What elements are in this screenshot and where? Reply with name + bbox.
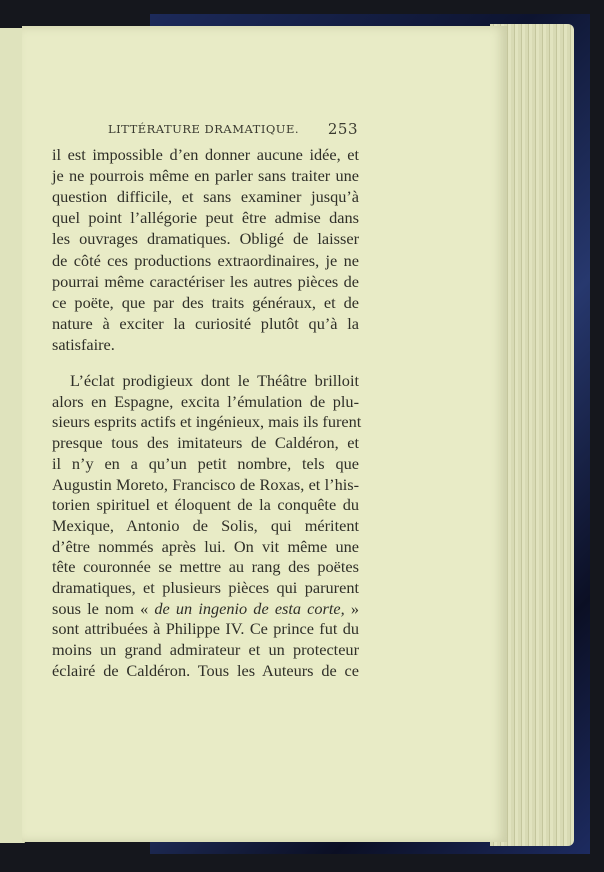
running-title: LITTÉRATURE DRAMATIQUE. — [108, 122, 300, 136]
text-line: L’éclat prodigieux dont le Théâtre brilloit — [70, 371, 359, 390]
text-line: nature à exciter la curiosité plutôt qu’à la — [52, 313, 359, 333]
quote-close: » — [350, 598, 360, 618]
text-line: les ouvrages dramatiques. Obligé de laisser — [52, 229, 359, 249]
text-line: tête couronnée se mettre au rang des poëtes — [52, 557, 359, 577]
text-line: alors en Espagne, excita l’émulation de plu- — [52, 391, 359, 411]
text-line: d’être nommés après lui. On vit même une — [52, 536, 359, 556]
text-line: torien spirituel et éloquent de la conquête du — [52, 495, 359, 515]
text-line-start: sous le nom « — [52, 598, 149, 618]
text-line: quel point l’allégorie peut être admise dans — [52, 208, 359, 228]
text-line: moins un grand admirateur et un protecteur — [52, 640, 359, 660]
running-header — [108, 122, 358, 136]
text-line: de côté ces productions extraordinaires, je ne — [52, 250, 359, 270]
text-line: je ne pourrois même en parler sans traiter une — [52, 166, 359, 186]
text-line: il n’y en a qu’un petit nombre, tels que — [52, 453, 359, 473]
text-line: éclairé de Caldéron. Tous les Auteurs de ce — [52, 660, 359, 680]
text-line: Mexique, Antonio de Solis, qui méritent — [52, 515, 359, 535]
text-line: sieurs esprits actifs et ingénieux, mais ils furent — [52, 412, 362, 432]
text-line — [52, 600, 359, 618]
text-line: satisfaire. — [52, 334, 115, 354]
text-line: presque tous des imitateurs de Caldéron, et — [52, 433, 359, 453]
text-line: sont attribuées à Philippe IV. Ce prince fut du — [52, 619, 359, 639]
text-line: question difficile, et sans examiner jusqu’à — [52, 187, 359, 207]
italic-quote: de un ingenio de esta corte, — [154, 598, 345, 618]
page-number: 253 — [327, 120, 358, 138]
text-line: Augustin Moreto, Francisco de Roxas, et l’his- — [52, 474, 359, 494]
text-line: pourrai même caractériser les autres pièces de — [52, 271, 359, 291]
text-line: il est impossible d’en donner aucune idée, et — [52, 145, 359, 164]
text-line: dramatiques, et plusieurs pièces qui parurent — [52, 578, 359, 597]
text-line: ce poëte, que par des traits généraux, et de — [52, 292, 359, 312]
